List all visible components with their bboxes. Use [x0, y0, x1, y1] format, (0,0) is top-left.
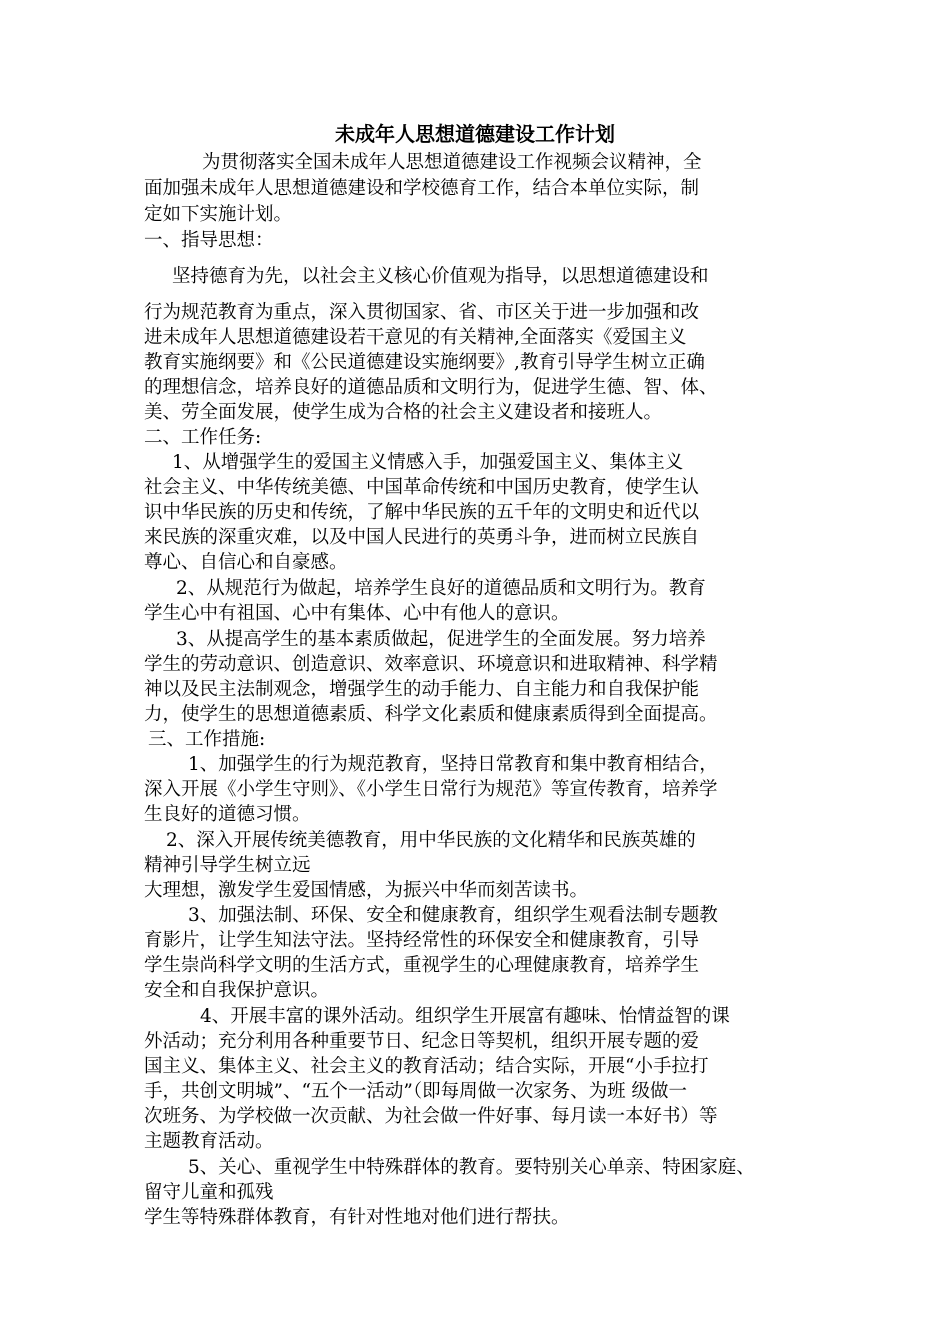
paragraph-line: 生良好的道德习惯。 [144, 804, 311, 825]
paragraph-line: 深入开展《小学生守则》、《小学生日常行为规范》等宣传教育，培养学 [144, 779, 718, 800]
paragraph-line: 主题教育活动。 [144, 1131, 274, 1152]
paragraph-line: 来民族的深重灾难，以及中国人民进行的英勇斗争，进而树立民族自 [144, 527, 700, 548]
paragraph-line: 行为规范教育为重点，深入贯彻国家、省、市区关于进一步加强和改 [144, 302, 700, 323]
paragraph-line: 安全和自我保护意识。 [144, 980, 330, 1001]
paragraph-line: 学生崇尚科学文明的生活方式，重视学生的心理健康教育，培养学生 [144, 955, 700, 976]
paragraph-line: 教育实施纲要》和《公民道德建设实施纲要》,教育引导学生树立正确 [144, 352, 705, 373]
paragraph-line: 识中华民族的历史和传统，了解中华民族的五千年的文明史和近代以 [144, 502, 700, 523]
paragraph-line: 面加强未成年人思想道德建设和学校德育工作，结合本单位实际，制 [144, 178, 700, 199]
paragraph-line: 国主义、集体主义、社会主义的教育活动；结合实际，开展“小手拉打 [144, 1056, 709, 1077]
paragraph-line: 育影片，让学生知法守法。坚持经常性的环保安全和健康教育，引导 [144, 930, 700, 951]
document-title: 未成年人思想道德建设工作计划 [335, 122, 615, 146]
paragraph-line: 手，共创文明城”、“五个一活动”（即每周做一次家务、为班 级做一 [144, 1081, 688, 1102]
paragraph-line: 尊心、自信心和自豪感。 [144, 552, 348, 573]
paragraph-line: 3、加强法制、环保、安全和健康教育，组织学生观看法制专题教 [188, 905, 718, 926]
paragraph-line: 学生的劳动意识、创造意识、效率意识、环境意识和进取精神、科学精 [144, 654, 718, 675]
paragraph-line: 定如下实施计划。 [144, 204, 293, 225]
paragraph-line: 坚持德育为先，以社会主义核心价值观为指导，以思想道德建设和 [172, 266, 709, 287]
paragraph-line: 学生等特殊群体教育，有针对性地对他们进行帮扶。 [144, 1207, 570, 1228]
paragraph-line: 大理想，激发学生爱国情感，为振兴中华而刻苦读书。 [144, 880, 589, 901]
paragraph-line: 1、加强学生的行为规范教育，坚持日常教育和集中教育相结合， [188, 754, 718, 775]
paragraph-line: 学生心中有祖国、心中有集体、心中有他人的意识。 [144, 603, 570, 624]
section-heading: 三、工作措施: [148, 729, 266, 750]
paragraph-line: 神以及民主法制观念，增强学生的动手能力、自主能力和自我保护能 [144, 679, 700, 700]
paragraph-line: 的理想信念，培养良好的道德品质和文明行为，促进学生德、智、体、 [144, 377, 718, 398]
paragraph-line: 为贯彻落实全国未成年人思想道德建设工作视频会议精神，全 [202, 152, 702, 173]
paragraph-line: 进未成年人思想道德建设若干意见的有关精神,全面落实《爱国主义 [144, 327, 687, 348]
paragraph-line: 4、开展丰富的课外活动。组织学生开展富有趣味、怡情益智的课 [200, 1006, 730, 1027]
paragraph-line: 1、从增强学生的爱国主义情感入手，加强爱国主义、集体主义 [172, 452, 684, 473]
paragraph-line: 美、劳全面发展，使学生成为合格的社会主义建设者和接班人。 [144, 402, 663, 423]
paragraph-line: 次班务、为学校做一次贡献、为社会做一件好事、每月读一本好书）等 [144, 1106, 718, 1127]
paragraph-line: 3、从提高学生的基本素质做起，促进学生的全面发展。努力培养 [176, 629, 706, 650]
section-heading: 一、指导思想： [144, 230, 274, 251]
section-heading: 二、工作任务: [144, 427, 262, 448]
paragraph-line: 留守儿童和孤残 [144, 1182, 274, 1203]
paragraph-line: 2、深入开展传统美德教育，用中华民族的文化精华和民族英雄的 [166, 830, 696, 851]
paragraph-line: 2、从规范行为做起，培养学生良好的道德品质和文明行为。教育 [176, 578, 706, 599]
paragraph-line: 5、关心、重视学生中特殊群体的教育。要特别关心单亲、特困家庭、 [188, 1157, 755, 1178]
paragraph-line: 精神引导学生树立远 [144, 855, 311, 876]
paragraph-line: 力，使学生的思想道德素质、科学文化素质和健康素质得到全面提高。 [144, 704, 718, 725]
paragraph-line: 外活动；充分利用各种重要节日、纪念日等契机，组织开展专题的爱 [144, 1031, 700, 1052]
paragraph-line: 社会主义、中华传统美德、中国革命传统和中国历史教育，使学生认 [144, 477, 700, 498]
